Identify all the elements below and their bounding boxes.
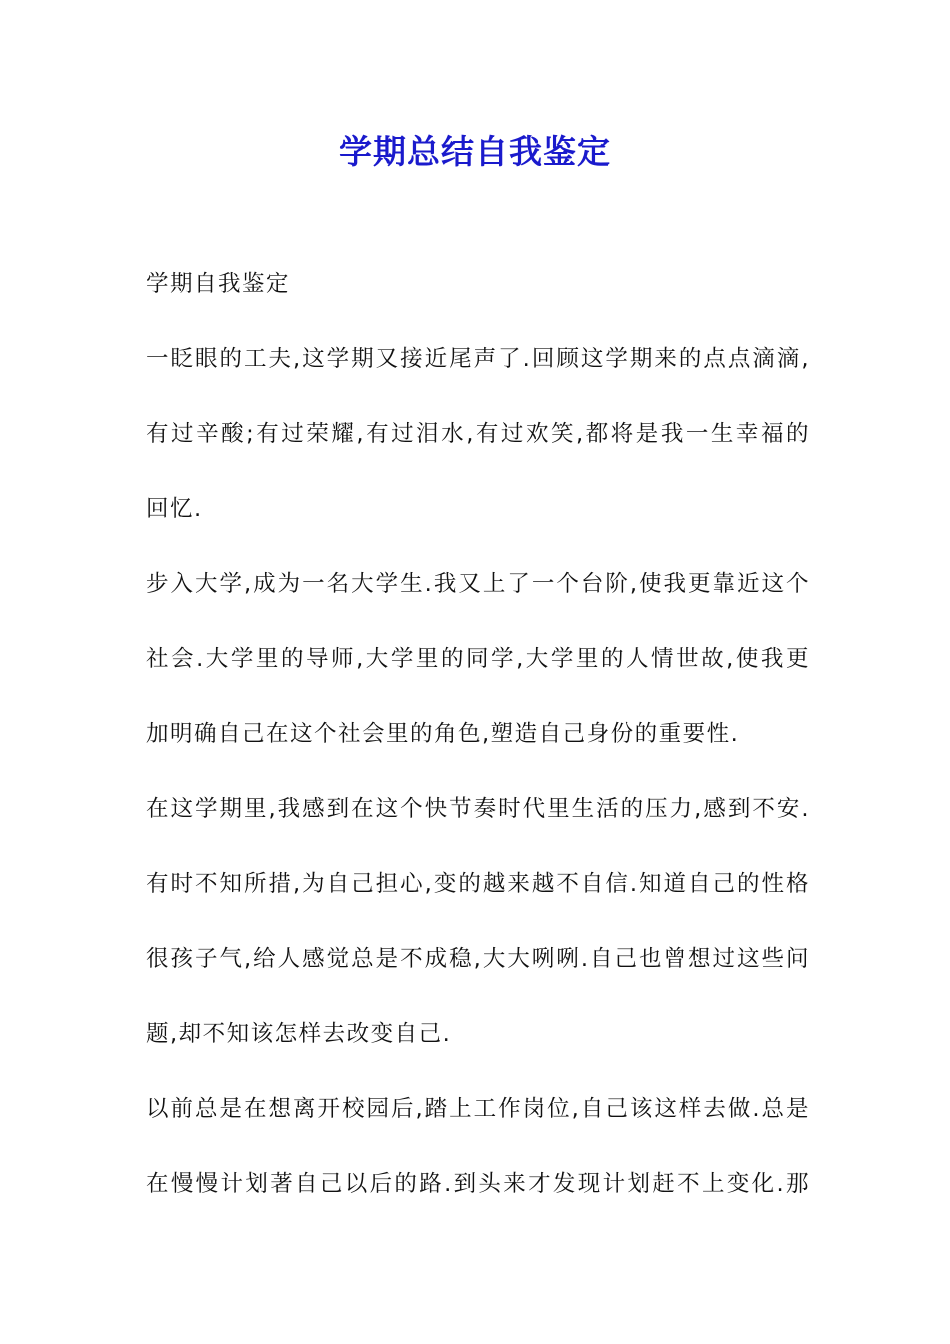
- paragraph-line: 在慢慢计划著自己以后的路.到头来才发现计划赶不上变化.那: [146, 1171, 810, 1197]
- paragraph-line: 在这学期里,我感到在这个快节奏时代里生活的压力,感到不安.: [146, 796, 810, 822]
- paragraph-line: 有过辛酸;有过荣耀,有过泪水,有过欢笑,都将是我一生幸福的: [146, 421, 810, 447]
- paragraph-line: 题,却不知该怎样去改变自己.: [146, 1021, 452, 1047]
- paragraph-line: 一眨眼的工夫,这学期又接近尾声了.回顾这学期来的点点滴滴,: [146, 346, 810, 372]
- paragraph-line: 很孩子气,给人感觉总是不成稳,大大咧咧.自己也曾想过这些问: [146, 946, 810, 972]
- paragraph-line: 回忆.: [146, 496, 203, 522]
- paragraph-line: 加明确自己在这个社会里的角色,塑造自己身份的重要性.: [146, 721, 740, 747]
- document-title: 学期总结自我鉴定: [339, 132, 611, 171]
- paragraph-line: 社会.大学里的导师,大学里的同学,大学里的人情世故,使我更: [146, 646, 810, 672]
- paragraph-line: 步入大学,成为一名大学生.我又上了一个台阶,使我更靠近这个: [146, 571, 810, 597]
- paragraph-line: 以前总是在想离开校园后,踏上工作岗位,自己该这样去做.总是: [146, 1096, 810, 1122]
- section-heading: 学期自我鉴定: [146, 271, 291, 297]
- paragraph-line: 有时不知所措,为自己担心,变的越来越不自信.知道自己的性格: [146, 871, 810, 897]
